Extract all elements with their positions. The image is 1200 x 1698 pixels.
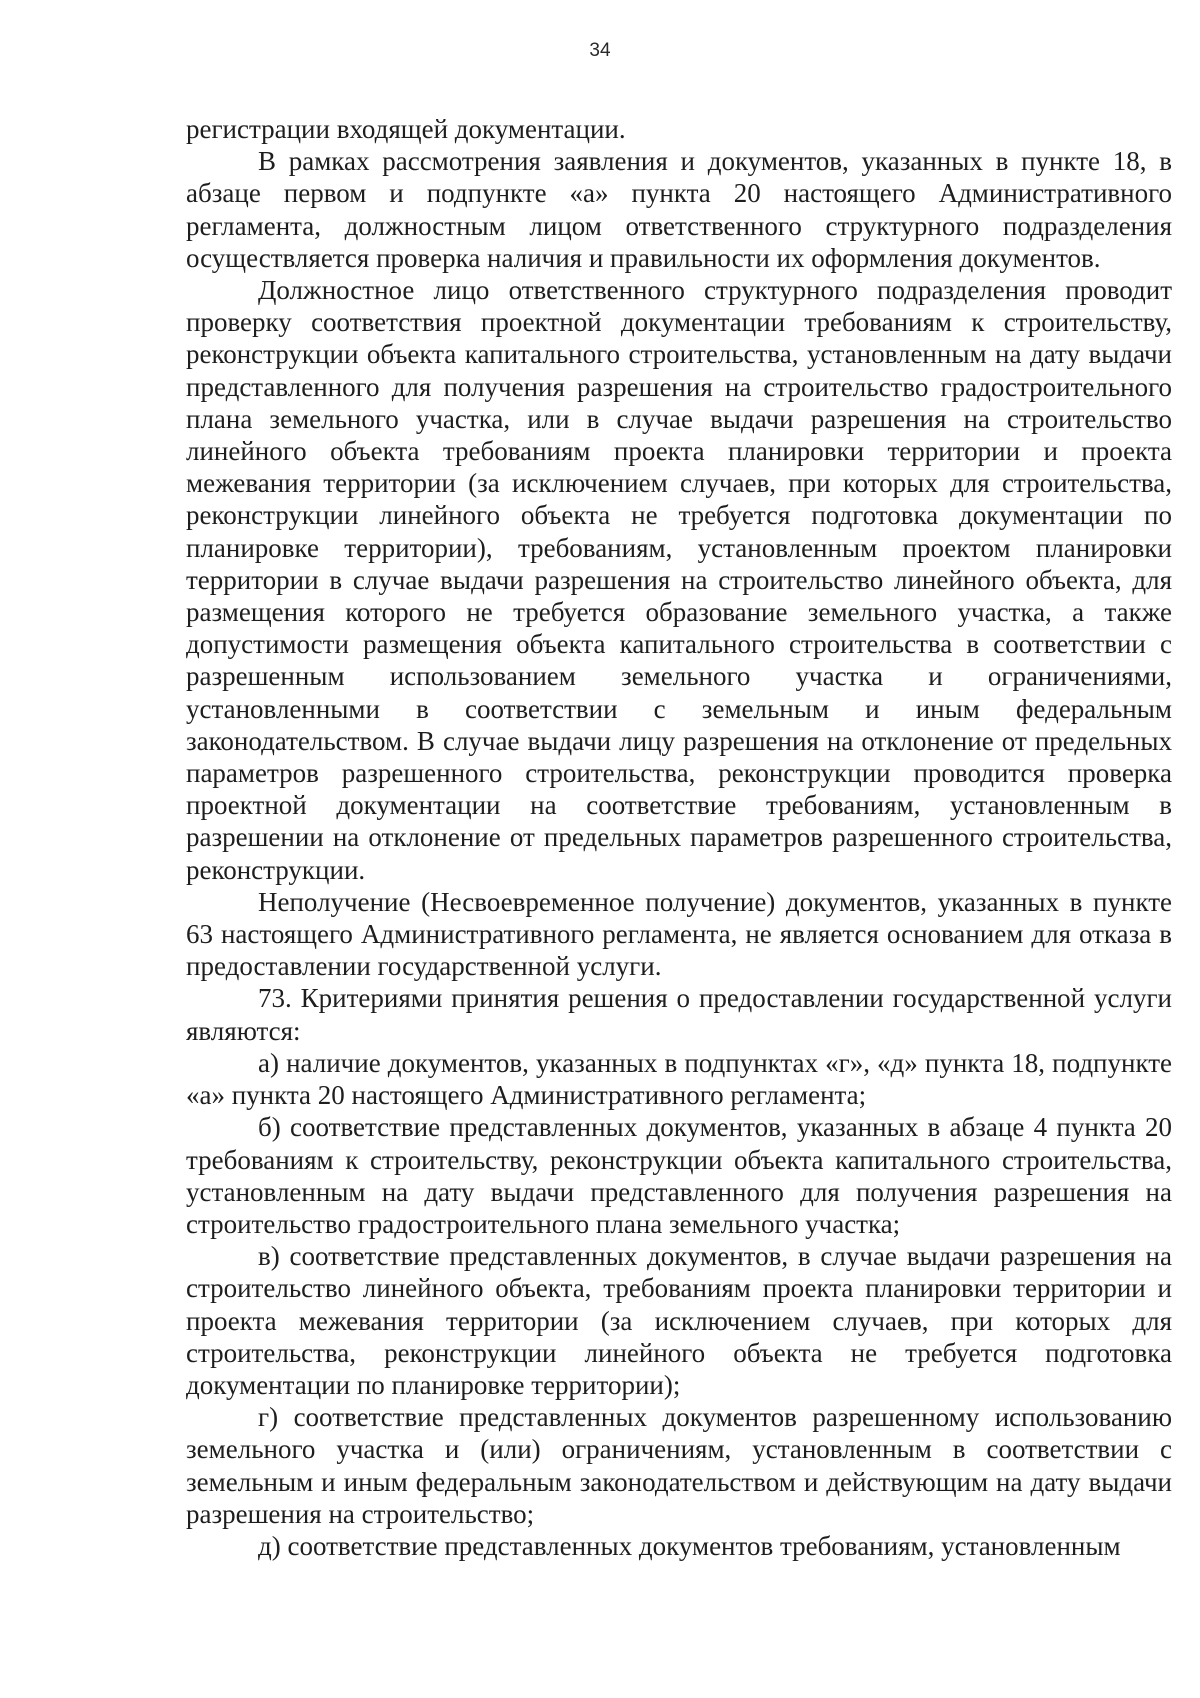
list-item-b: б) соответствие представленных документов, указанных в абзаце 4 пункта 20 требованиям к строительству, реконструкции объекта капитального строительства, установленным на дату выдачи представленного для получения разрешения на строительство градостроительного плана земельного участка; xyxy=(186,1112,1172,1239)
paragraph-non-receipt: Неполучение (Несвоевременное получение) документов, указанных в пункте 63 настоящего Административного регламента, не является основанием для отказа в предоставлении государственной услуги. xyxy=(186,886,1172,982)
list-item-d: д) соответствие представленных документов требованиям, установленным xyxy=(258,1530,1121,1561)
document-body xyxy=(186,113,1172,1562)
paragraph-compliance-check: Должностное лицо ответственного структурного подразделения проводит проверку соответствия проектной документации требованиям к строительству, реконструкции объекта капитального строительства, установленным на дату выдачи представленного для получения разрешения на строительство градостроительного плана земельного участка, или в случае выдачи разрешения на строительство линейного объекта требованиям проекта планировки территории и проекта межевания территории (за исключением случаев, при которых для строительства, реконструкции линейного объекта не требуется подготовка документации по планировке территории), требованиям, установленным проектом планировки территории в случае выдачи разрешения на строительство линейного объекта, для размещения которого не требуется образование земельного участка, а также допустимости размещения объекта капитального строительства в соответствии с разрешенным использованием земельного участка и ограничениями, установленными в соответствии с земельным и иным федеральным законодательством. В случае выдачи лицу разрешения на отклонение от предельных параметров разрешенного строительства, реконструкции проводится проверка проектной документации на соответствие требованиям, установленным в разрешении на отклонение от предельных параметров разрешенного строительства, реконструкции. xyxy=(186,275,1172,885)
list-item-v: в) соответствие представленных документов, в случае выдачи разрешения на строительство линейного объекта, требованиям проекта планировки территории и проекта межевания территории (за исключением случаев, при которых для строительства, реконструкции линейного объекта не требуется подготовка документации по планировке территории); xyxy=(186,1241,1172,1400)
list-item-g: г) соответствие представленных документов разрешенному использованию земельного участка и (или) ограничениям, установленным в соответствии с земельным и иным федеральным законодательством и действующим на дату выдачи разрешения на строительство; xyxy=(186,1402,1172,1529)
page-number: 34 xyxy=(589,40,611,61)
paragraph-review-scope: В рамках рассмотрения заявления и документов, указанных в пункте 18, в абзаце первом и подпункте «а» пункта 20 настоящего Административного регламента, должностным лицом ответственного структурного подразделения осуществляется проверка наличия и правильности их оформления документов. xyxy=(186,146,1172,273)
list-item-a: а) наличие документов, указанных в подпунктах «г», «д» пункта 18, подпункте «а» пункта 20 настоящего Административного регламента; xyxy=(186,1047,1172,1111)
paragraph-criteria-73: 73. Критериями принятия решения о предоставлении государственной услуги являются: xyxy=(186,983,1172,1046)
paragraph-continuation: регистрации входящей документации. xyxy=(186,114,626,144)
